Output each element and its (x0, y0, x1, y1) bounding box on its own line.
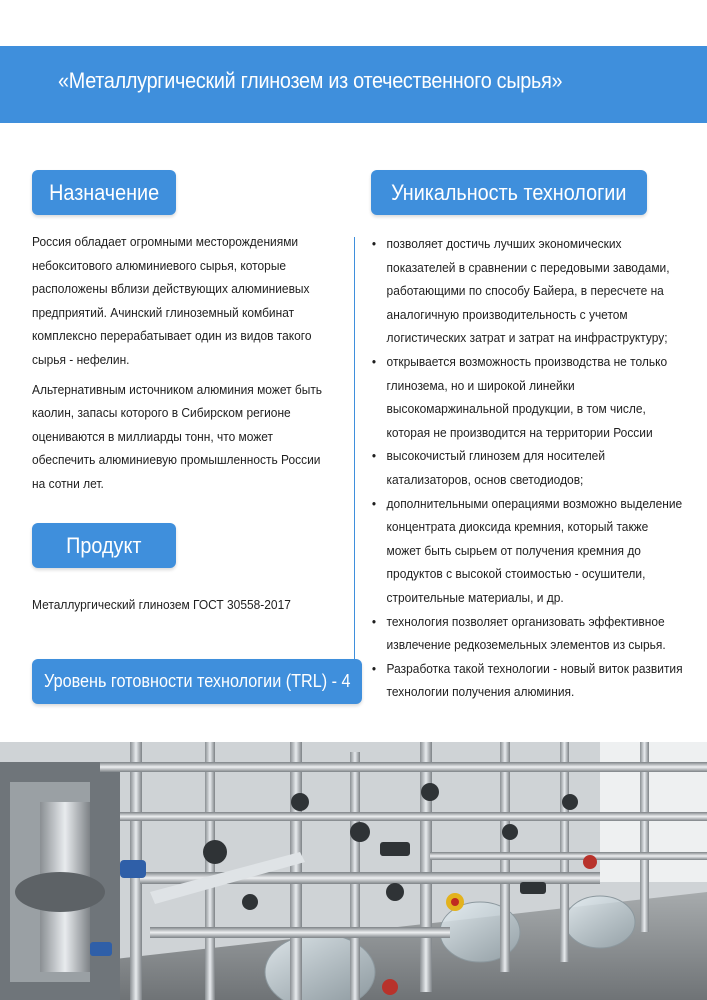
trl-label: Уровень готовности технологии (TRL) - 4 (43, 671, 351, 691)
purpose-text (32, 230, 326, 502)
uniqueness-heading (371, 170, 647, 215)
product-heading (32, 523, 176, 568)
trl-badge (32, 659, 362, 704)
purpose-heading-label: Назначение (48, 179, 160, 205)
purpose-heading (32, 170, 176, 215)
uniqueness-list (370, 232, 683, 704)
page-title: «Металлургический глинозем из отечественного сырья» (58, 68, 563, 93)
product-heading-label: Продукт (66, 532, 142, 558)
uniqueness-item: • дополнительными операциями возможно выделение концентрата диоксида кремния, который также может быть сырьем от получения кремния до продуктов с высокой стоимостью - осушители, строительные материалы, и др. (370, 492, 683, 610)
column-divider (354, 237, 355, 699)
uniqueness-item: • открывается возможность производства не только глинозема, но и широкой линейки высокомаржинальной продукции, в том числе, которая не производится на территории России (370, 350, 683, 444)
uniqueness-item: • позволяет достичь лучших экономических показателей в сравнении с передовыми заводами, работающими по способу Байера, в пересчете на аналогичную производительность с учетом логистических затрат и затрат на инфраструктуру; (370, 232, 683, 350)
product-description: Металлургический глинозем ГОСТ 30558-2017 (32, 597, 291, 612)
uniqueness-heading-label: Уникальность технологии (391, 179, 627, 205)
lab-equipment-photo (0, 742, 707, 1000)
uniqueness-item: • технология позволяет организовать эффективное извлечение редкоземельных элементов из сырья. (370, 610, 683, 657)
purpose-paragraph-1: Россия обладает огромными месторождениями небокситового алюминиевого сырья, которые расположены вблизи действующих алюминиевых предприятий. Ачинский глиноземный комбинат комплексно перерабатывает один из видов такого сырья - нефелин. (32, 234, 312, 367)
title-banner (0, 46, 707, 123)
purpose-paragraph-2: Альтернативным источником алюминия может быть каолин, запасы которого в Сибирском регионе оцениваются в миллиарды тонн, что может обеспечить алюминиевую промышленность России на сотни лет. (32, 381, 323, 491)
lab-equipment-illustration (0, 742, 707, 1000)
uniqueness-item: • Разработка такой технологии - новый виток развития технологии получения алюминия. (370, 657, 683, 704)
product-text (32, 593, 326, 623)
uniqueness-item: • высокочистый глинозем для носителей катализаторов, основ светодиодов; (370, 444, 683, 491)
